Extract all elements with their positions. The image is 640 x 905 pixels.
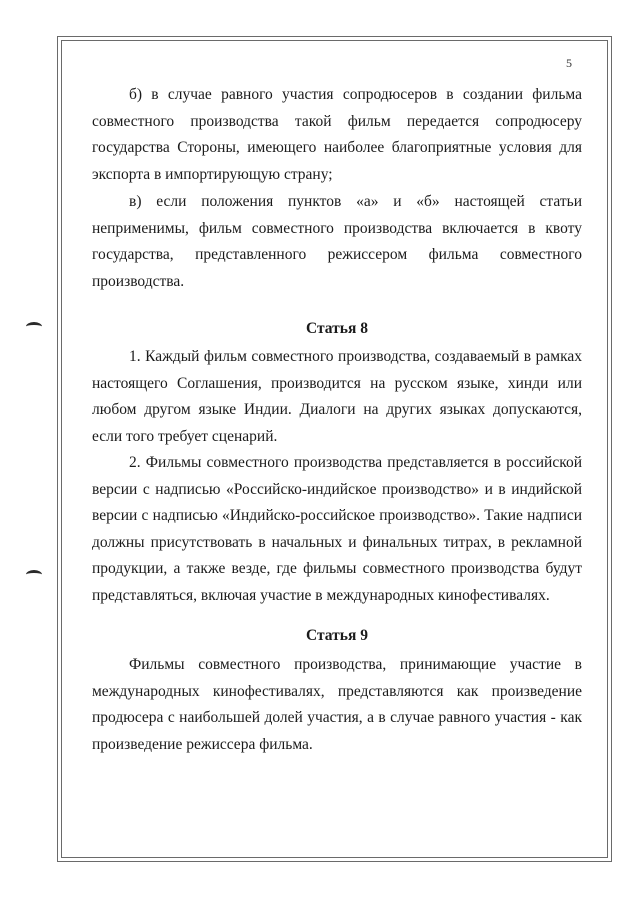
article-8-paragraph-2: 2. Фильмы совместного производства представляется в российской версии с надписью «Российско-индийское производство» и в индийской версии с надписью «Индийско-российское производство». Такие надписи должны присутствовать в начальных и финальных титрах, в рекламной продукции, а также везде, где фильмы совместного производства будут представляться, включая участие в международных кинофестивалях. <box>92 454 582 604</box>
article-9-title: Статья 9 <box>306 627 368 644</box>
paragraph-v: в) если положения пунктов «а» и «б» настоящей статьи неприменимы, фильм совместного производства включается в квоту государства, представленного режиссером фильма совместного производства. <box>92 193 582 290</box>
punch-hole-mark <box>26 322 42 331</box>
article-8-paragraph-1: 1. Каждый фильм совместного производства, создаваемый в рамках настоящего Соглашения, производится на русском языке, хинди или любом другом языке Индии. Диалоги на других языках допускаются, если того требует сценарий. <box>92 348 582 445</box>
article-9-paragraph-1: Фильмы совместного производства, принимающие участие в международных кинофестивалях, представляются как произведение продюсера с наибольшей долей участия, а в случае равного участия - как произведение режиссера фильма. <box>92 656 582 753</box>
punch-hole-mark <box>26 570 42 579</box>
page-number: 5 <box>566 56 572 70</box>
paragraph-b: б) в случае равного участия сопродюсеров в создании фильма совместного производства такой фильм передается сопродюсеру государства Стороны, имеющего наиболее благоприятные условия для экспорта в импортирующую страну; <box>92 86 582 183</box>
article-8-title: Статья 8 <box>306 320 368 337</box>
